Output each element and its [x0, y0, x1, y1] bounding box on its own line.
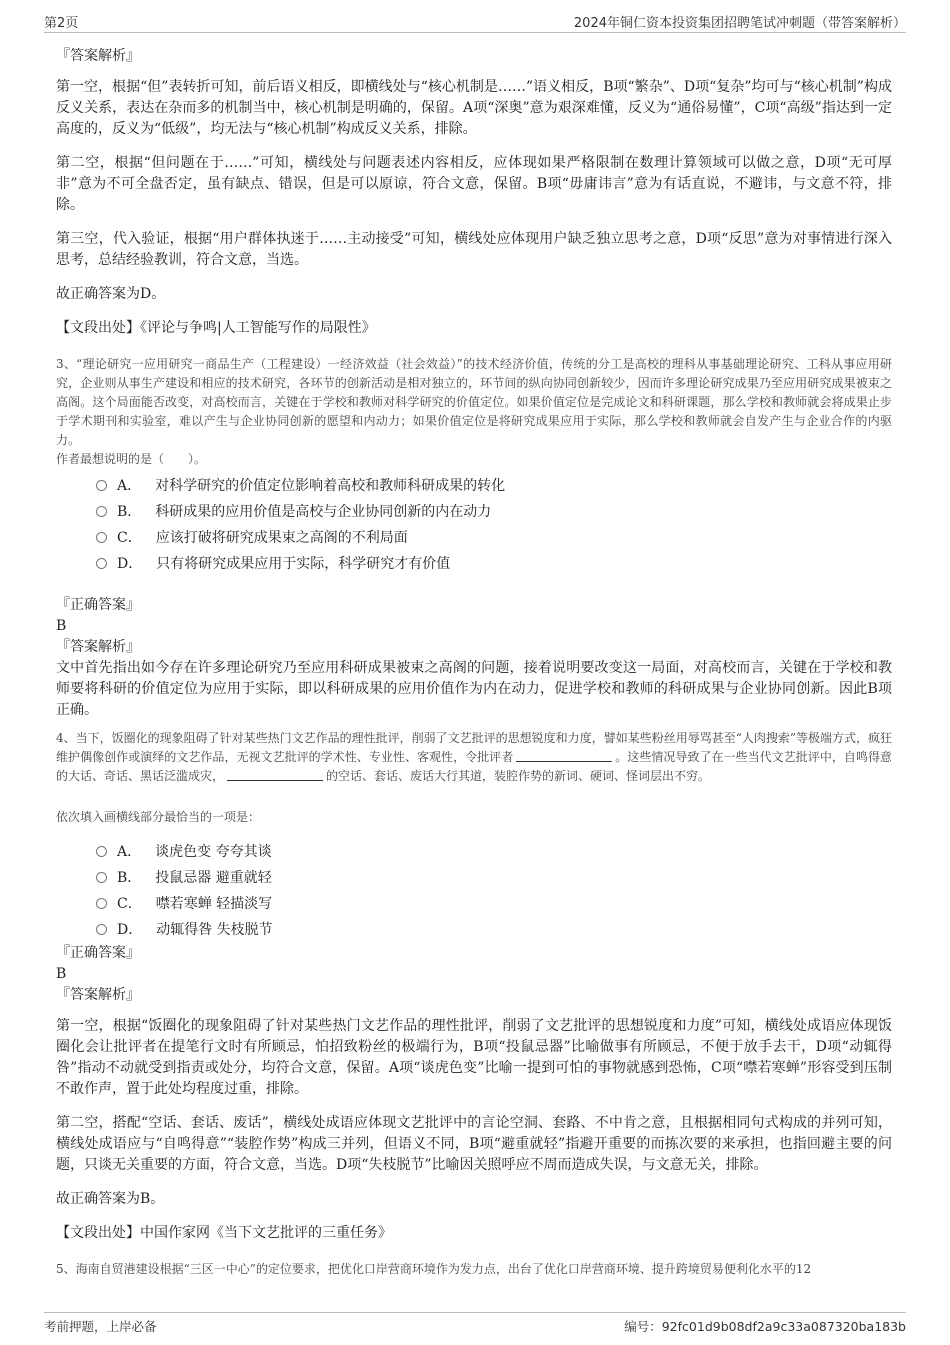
page-number: 第2页 — [44, 16, 79, 31]
q2-source: 【文段出处】《评论与争鸣|人工智能写作的局限性》 — [56, 320, 376, 336]
q3-answer: B — [56, 618, 67, 634]
q4-source: 【文段出处】中国作家网《当下文艺批评的三重任务》 — [56, 1225, 392, 1241]
q3-stem: 3、“理论研究一应用研究一商品生产（工程建设）一经济效益（社会效益）”的技术经济价值，传统的分工是高校的理科从事基础理论研究、工科从事应用研究，企业则从事生产建设和相应的技术研究，各环节的创新活动是相对独立的，环节间的纵向协同创新较少，因而许多理论研究成果乃至应用研究成果被束之高阁。这个局面能否改变，对高校而言，关键在于学校和教师对科学研究的价值定位。如果价值定位是完成论文和科研课题，那么学校和教师就会将成果止步于学术期刊和实验室，难以产生与企业协同创新的愿望和内动力；如果价值定位是将研究成果应用于实际，那么学校和教师就会自发产生与企业合作的内驱力。 — [56, 357, 892, 447]
page-footer — [44, 1312, 906, 1335]
q4-conclusion: 故正确答案为B。 — [56, 1191, 165, 1207]
radio-icon[interactable] — [96, 480, 107, 491]
q4-ask: 依次填入画横线部分最恰当的一项是： — [56, 810, 261, 824]
radio-icon[interactable] — [96, 558, 107, 569]
q4-analysis-para-1: 第一空，根据“饭圈化的现象阻碍了针对某些热门文艺作品的理性批评，削弱了文艺批评的思想锐度和力度”可知，横线处成语应体现饭圈化会让批评者在提笔行文时有所顾忌，怕招致粉丝的极端行为，B项“投鼠忌器”比喻做事有所顾忌，不便于放手去干，D项“动辄得咎”指动不动就受到指责或处分，均符合文意，保留。A项“谈虎色变”比喻一提到可怕的事物就感到恐怖，C项“噤若寒蝉”形容受到压制不敢作声，置于此处均程度过重，排除。 — [56, 1018, 892, 1097]
q4-option-a[interactable]: A． 谈虎色变 夸夸其谈 — [96, 839, 892, 865]
radio-icon[interactable] — [96, 924, 107, 935]
fill-blank-2 — [227, 768, 323, 781]
q2-conclusion: 故正确答案为D。 — [56, 286, 166, 302]
q4-analysis-label: 『答案解析』 — [56, 987, 140, 1003]
q4-stem: 4、当下，饭圈化的现象阻碍了针对某些热门文艺作品的理性批评，削弱了文艺批评的思想锐度和力度，譬如某些粉丝用辱骂甚至“人肉搜索”等极端方式，疯狂维护偶像创作或演绎的文艺作品，无视文艺批评的学术性、专业性、客观性，令批评者 。这些情况导致了在一些当代文艺批评中，自鸣得意的大话、奇话、黑话泛滥成灾， 的空话、套话、废话大行其道，装腔作势的新词、硬词、怪词层出不穷。 — [56, 731, 892, 783]
q2-analysis-para-1: 第一空，根据“但”表转折可知，前后语义相反，即横线处与“核心机制是……”语义相反，B项“繁杂”、D项“复杂”均可与“核心机制”构成反义关系，表达在杂而多的机制当中，核心机制是明确的，保留。A项“深奥”意为艰深难懂，反义为“通俗易懂”，C项“高级”指达到一定高度的，反义为“低级”，均无法与“核心机制”构成反义关系，排除。 — [56, 79, 892, 137]
footer-slogan: 考前押题，上岸必备 — [44, 1319, 157, 1334]
q4-answer-label: 『正确答案』 — [56, 945, 140, 961]
q3-answer-label: 『正确答案』 — [56, 597, 140, 613]
radio-icon[interactable] — [96, 506, 107, 517]
page-header — [44, 10, 906, 33]
q2-analysis-label: 『答案解析』 — [56, 48, 140, 64]
radio-icon[interactable] — [96, 872, 107, 883]
q2-analysis-para-3: 第三空，代入验证，根据“用户群体执迷于……主动接受”可知，横线处应体现用户缺乏独立思考之意，D项“反思”意为对事情进行深入思考，总结经验教训，符合文意，当选。 — [56, 231, 892, 268]
document-code: 编号：92fc01d9b08df2a9c33a087320ba183b — [624, 1319, 906, 1334]
q3-analysis: 文中首先指出如今存在许多理论研究乃至应用科研成果被束之高阁的问题，接着说明要改变这一局面，对高校而言，关键在于学校和教师要将科研的价值定位为应用于实际，即以科研成果的应用价值作为内在动力，促进学校和教师的科研成果与企业协同创新。因此B项正确。 — [56, 660, 892, 718]
radio-icon[interactable] — [96, 532, 107, 543]
q4-answer: B — [56, 966, 67, 982]
q5-stem: 5、海南自贸港建设根据“三区一中心”的定位要求，把优化口岸营商环境作为发力点，出台了优化口岸营商环境、提升跨境贸易便利化水平的12 — [56, 1262, 812, 1276]
radio-icon[interactable] — [96, 846, 107, 857]
document-title: 2024年铜仁资本投资集团招聘笔试冲刺题（带答案解析） — [573, 16, 906, 31]
q2-analysis-para-2: 第二空，根据“但问题在于……”可知，横线处与问题表述内容相反，应体现如果严格限制在数理计算领域可以做之意，D项“无可厚非”意为不可全盘否定，虽有缺点、错误，但是可以原谅，符合文意，保留。B项“毋庸讳言”意为有话直说，不避讳，与文意不符，排除。 — [56, 155, 892, 213]
document-body — [56, 46, 892, 1279]
q4-option-b[interactable]: B． 投鼠忌器 避重就轻 — [96, 865, 892, 891]
q4-analysis-para-2: 第二空，搭配“空话、套话、废话”，横线处成语应体现文艺批评中的言论空洞、套路、不中肯之意，且根据相同句式构成的并列可知，横线处成语应与“自鸣得意”“装腔作势”构成三并列，但语义不同，B项“避重就轻”指避开重要的而拣次要的来承担，也指回避主要的问题，只谈无关重要的方面，符合文意，当选。D项“失枝脱节”比喻因关照呼应不周而造成失误，与文意无关，排除。 — [56, 1115, 892, 1173]
q3-analysis-label: 『答案解析』 — [56, 639, 140, 655]
q3-option-a[interactable]: A． 对科学研究的价值定位影响着高校和教师科研成果的转化 — [96, 473, 892, 499]
q3-option-c[interactable]: C． 应该打破将研究成果束之高阁的不利局面 — [96, 525, 892, 551]
radio-icon[interactable] — [96, 898, 107, 909]
q3-ask: 作者最想说明的是（ ）。 — [56, 452, 207, 466]
fill-blank-1 — [516, 749, 612, 762]
q3-option-b[interactable]: B． 科研成果的应用价值是高校与企业协同创新的内在动力 — [96, 499, 892, 525]
q4-option-c[interactable]: C． 噤若寒蝉 轻描淡写 — [96, 891, 892, 917]
q4-option-d[interactable]: D． 动辄得咎 失枝脱节 — [96, 917, 892, 943]
q3-option-d[interactable]: D． 只有将研究成果应用于实际，科学研究才有价值 — [96, 551, 892, 577]
q3-options — [96, 473, 892, 577]
q4-options — [96, 839, 892, 943]
